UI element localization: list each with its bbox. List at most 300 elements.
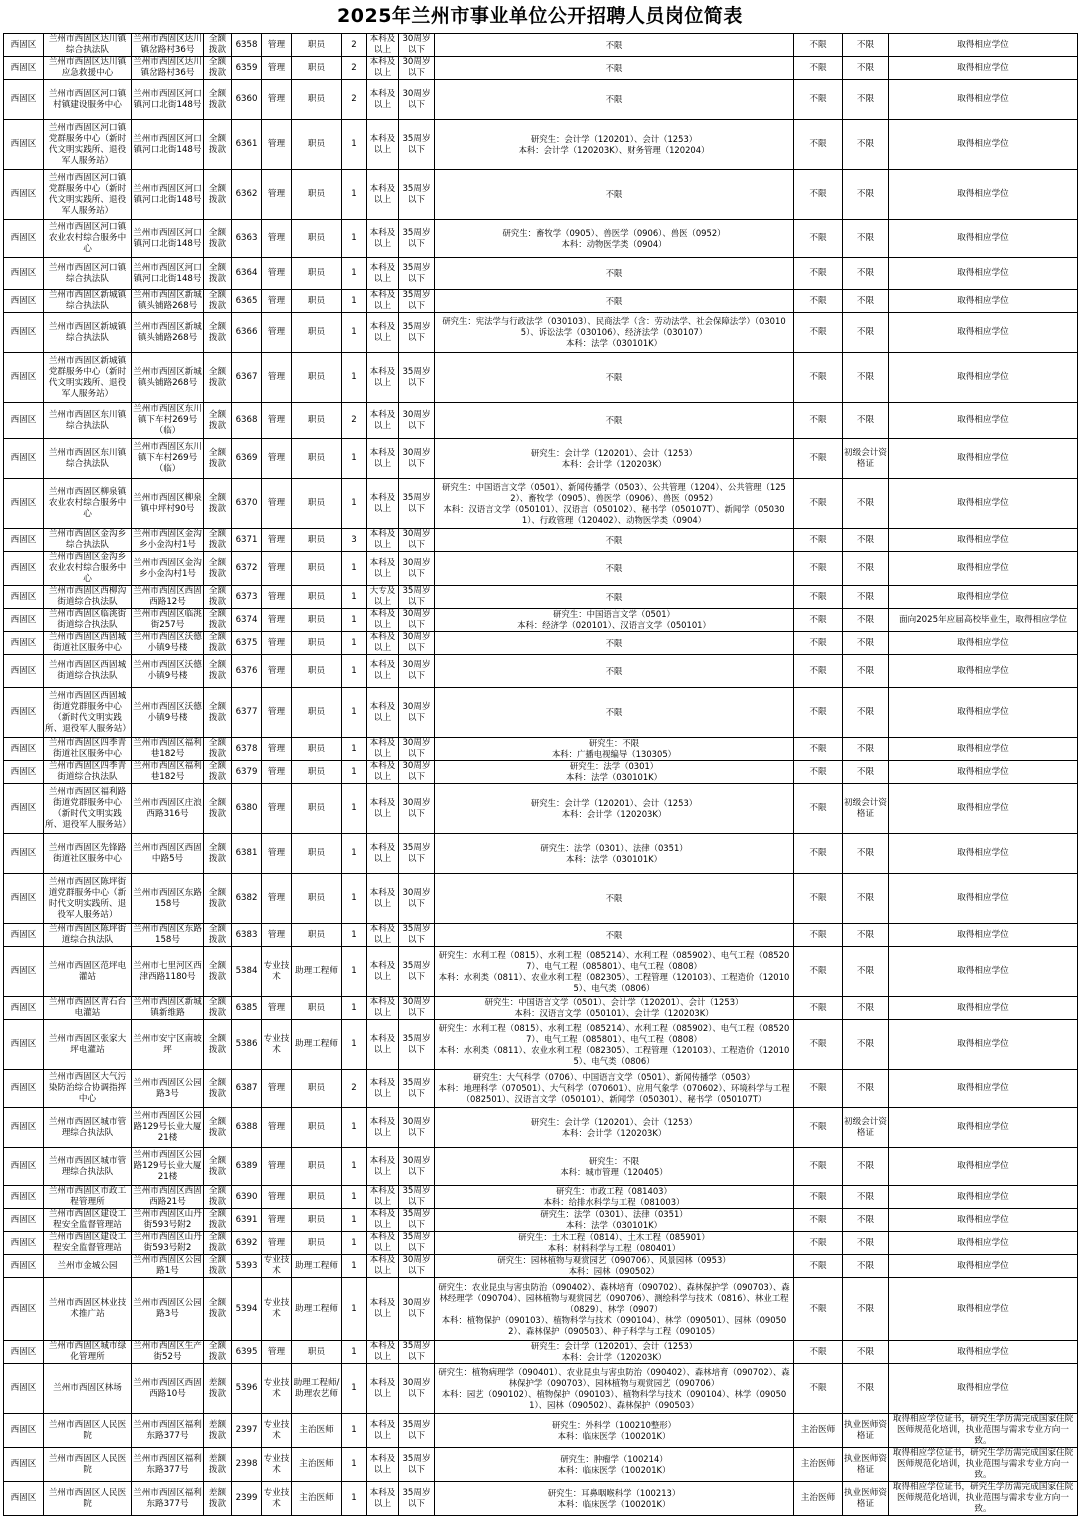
position-code-cell: 6383	[232, 924, 262, 947]
age-cell: 35周岁以下	[399, 313, 435, 353]
remarks-cell: 取得相应学位	[889, 655, 1078, 688]
major-line: 研究生：植物病理学（090401）、农业昆虫与害虫防治（090402）、森林培育（090702）、森林保护学（090703）、园林植物与观赏园艺（090706）	[438, 1366, 790, 1388]
age-cell: 30周岁以下	[399, 997, 435, 1020]
position-level-cell: 助理工程师	[292, 1255, 342, 1278]
count-cell: 1	[342, 632, 367, 655]
position-code-cell: 6373	[232, 586, 262, 609]
position-level-cell: 职员	[292, 439, 342, 479]
major-line: 研究生：不限	[588, 738, 640, 748]
major-cell	[435, 1414, 794, 1448]
education-cell: 本科及以上	[367, 479, 399, 529]
unit-name-cell: 兰州市西固区西柳沟街道综合执法队	[44, 586, 132, 609]
major-cell	[435, 1341, 794, 1364]
district-cell: 西固区	[4, 1070, 44, 1108]
age-cell: 35周岁以下	[399, 353, 435, 403]
education-cell: 本科及以上	[367, 220, 399, 258]
position-code-cell: 2398	[232, 1448, 262, 1482]
unit-name-cell: 兰州市西固区城市管理综合执法队	[44, 1148, 132, 1186]
table-row	[4, 120, 1078, 170]
major-line: 研究生：水利工程（0815）、水利工程（085214）、水利工程（085902）、电气工程（085207）、电气工程（085801）、电气工程（0808）	[438, 949, 790, 971]
major-cell: 不限	[435, 258, 794, 290]
certificate-cell: 不限	[843, 170, 889, 220]
unit-name-cell: 兰州市西固区四季青街道社区服务中心	[44, 738, 132, 761]
major-line: 研究生：农业昆虫与害虫防治（090402）、森林培育（090702）、森林保护学（090703）、森林经理学（090704）、园林植物与观赏园艺（090706）、测绘科学与技术（0816）、林业工程（0829）、林学（0907）	[438, 1281, 790, 1314]
age-cell: 35周岁以下	[399, 1209, 435, 1232]
remarks-cell: 取得相应学位	[889, 784, 1078, 834]
table-row	[4, 924, 1078, 947]
count-cell: 1	[342, 784, 367, 834]
education-cell: 大专及以上	[367, 586, 399, 609]
position-level-cell: 助理工程师	[292, 1278, 342, 1341]
certificate-cell: 不限	[843, 1209, 889, 1232]
education-cell: 本科及以上	[367, 34, 399, 57]
title-cell: 不限	[794, 586, 843, 609]
major-line: 本科：临床医学（100201K）	[557, 1498, 671, 1509]
position-code-cell: 6365	[232, 290, 262, 313]
funding-cell: 全额拨款	[204, 170, 232, 220]
major-line: 本科：会计学（120203K）	[561, 458, 667, 469]
position-level-cell: 职员	[292, 874, 342, 924]
title-cell: 不限	[794, 353, 843, 403]
position-level-cell: 主治医师	[292, 1448, 342, 1482]
position-level-cell: 职员	[292, 170, 342, 220]
district-cell: 西固区	[4, 552, 44, 586]
title-cell: 不限	[794, 874, 843, 924]
age-cell: 30周岁以下	[399, 1364, 435, 1414]
certificate-cell: 不限	[843, 924, 889, 947]
education-cell: 本科及以上	[367, 1020, 399, 1070]
table-row	[4, 1278, 1078, 1341]
age-cell: 30周岁以下	[399, 34, 435, 57]
major-line: 研究生：不限	[588, 1155, 640, 1166]
education-cell: 本科及以上	[367, 1108, 399, 1148]
funding-cell: 全额拨款	[204, 688, 232, 738]
position-code-cell: 6395	[232, 1341, 262, 1364]
major-cell: 不限	[435, 552, 794, 586]
funding-cell: 全额拨款	[204, 439, 232, 479]
major-line: 研究生：市政工程（081403）	[556, 1186, 672, 1196]
certificate-cell: 初级会计资格证	[843, 439, 889, 479]
title-cell: 不限	[794, 220, 843, 258]
major-line: 研究生：中国语言文学（0501）、会计学（120201）、会计（1253）	[484, 997, 744, 1007]
major-cell	[435, 1186, 794, 1209]
position-code-cell: 5393	[232, 1255, 262, 1278]
count-cell: 1	[342, 738, 367, 761]
title-cell: 主治医师	[794, 1482, 843, 1516]
major-line: 研究生：中国语言文学（0501）、新闻传播学（0503）、公共管理（1204）、公共管理（1252）、畜牧学（0905）、兽医学（0906）、兽医（0952）	[442, 481, 786, 503]
title-cell: 不限	[794, 1278, 843, 1341]
major-line: 本科：会计学（120203K）、财务管理（120204）	[518, 144, 710, 155]
funding-cell: 全额拨款	[204, 586, 232, 609]
unit-name-cell: 兰州市西固区河口镇综合执法队	[44, 258, 132, 290]
count-cell: 1	[342, 688, 367, 738]
position-code-cell: 6385	[232, 997, 262, 1020]
major-cell	[435, 1108, 794, 1148]
position-type-cell: 管理	[262, 1070, 292, 1108]
funding-cell: 全额拨款	[204, 874, 232, 924]
count-cell: 1	[342, 120, 367, 170]
unit-name-cell: 兰州市西固区柳泉镇农业农村综合服务中心	[44, 479, 132, 529]
table-row	[4, 1341, 1078, 1364]
position-code-cell: 6363	[232, 220, 262, 258]
position-level-cell: 职员	[292, 552, 342, 586]
address-cell: 兰州市西固区西固西路12号	[133, 586, 202, 607]
address-cell: 兰州市西固区达川镇岔路村36号	[133, 57, 202, 78]
remarks-cell: 取得相应学位	[889, 1232, 1078, 1255]
district-cell: 西固区	[4, 1108, 44, 1148]
position-code-cell: 6367	[232, 353, 262, 403]
major-line: 研究生：法学（0301）、法律（0351）	[540, 842, 688, 853]
count-cell: 1	[342, 479, 367, 529]
major-cell: 不限	[435, 874, 794, 924]
age-cell: 30周岁以下	[399, 761, 435, 784]
title-cell: 不限	[794, 552, 843, 586]
title-cell: 不限	[794, 1364, 843, 1414]
funding-cell: 全额拨款	[204, 655, 232, 688]
major-cell	[435, 1364, 794, 1414]
position-type-cell: 管理	[262, 834, 292, 874]
certificate-cell: 不限	[843, 997, 889, 1020]
title-cell: 不限	[794, 655, 843, 688]
position-level-cell: 职员	[292, 57, 342, 80]
unit-name-cell: 兰州市西固区河口镇党群服务中心（新时代文明实践所、退役军人服务站）	[44, 170, 132, 220]
title-cell: 不限	[794, 170, 843, 220]
table-row	[4, 1448, 1078, 1482]
funding-cell: 差额拨款	[204, 1448, 232, 1482]
remarks-cell: 取得相应学位	[889, 761, 1078, 784]
major-cell	[435, 997, 794, 1020]
education-cell: 本科及以上	[367, 874, 399, 924]
funding-cell: 全额拨款	[204, 632, 232, 655]
district-cell: 西固区	[4, 632, 44, 655]
table-row	[4, 761, 1078, 784]
position-code-cell: 6369	[232, 439, 262, 479]
major-line: 研究生：宪法学与行政法学（030103）、民商法学（含：劳动法学、社会保障法学）（030105）、诉讼法学（030106）、经济法学（030107）	[442, 316, 786, 337]
position-level-cell: 职员	[292, 997, 342, 1020]
age-cell: 35周岁以下	[399, 258, 435, 290]
major-line: 本科：材料科学与工程（080401）	[547, 1243, 681, 1253]
count-cell: 1	[342, 1341, 367, 1364]
unit-name-cell: 兰州市西固区达川镇综合执法队	[44, 34, 132, 57]
unit-name-cell: 兰州市西固区新城镇综合执法队	[44, 290, 132, 313]
age-cell: 35周岁以下	[399, 1070, 435, 1108]
major-cell	[435, 1255, 794, 1278]
education-cell: 本科及以上	[367, 529, 399, 552]
count-cell: 1	[342, 290, 367, 313]
certificate-cell: 不限	[843, 403, 889, 439]
table-row	[4, 609, 1078, 632]
major-line: 本科：汉语言文学（050101）、汉语言（050102）、秘书学（050107T）、新闻学（050301）、行政管理（120402）、动物医学类（0904）	[443, 503, 785, 525]
certificate-cell: 不限	[843, 688, 889, 738]
education-cell: 本科及以上	[367, 1209, 399, 1232]
unit-name-cell: 兰州市西固区河口镇党群服务中心（新时代文明实践所、退役军人服务站）	[44, 120, 132, 170]
remarks-cell: 取得相应学位	[889, 1020, 1078, 1070]
funding-cell: 全额拨款	[204, 1341, 232, 1364]
title-cell: 不限	[794, 34, 843, 57]
position-level-cell: 职员	[292, 738, 342, 761]
age-cell: 35周岁以下	[399, 834, 435, 874]
age-cell: 35周岁以下	[399, 1482, 435, 1516]
address-cell: 兰州市西固区东川镇下车村269号（临）	[132, 439, 204, 479]
district-cell: 西固区	[4, 655, 44, 688]
district-cell: 西固区	[4, 1414, 44, 1448]
education-cell: 本科及以上	[367, 1148, 399, 1186]
funding-cell: 全额拨款	[204, 924, 232, 947]
district-cell: 西固区	[4, 924, 44, 947]
remarks-cell: 取得相应学位	[889, 632, 1078, 655]
funding-cell: 全额拨款	[204, 353, 232, 403]
major-line: 研究生：肿瘤学（100214）	[560, 1453, 668, 1464]
age-cell: 30周岁以下	[399, 57, 435, 80]
table-row	[4, 1482, 1078, 1516]
address-cell: 兰州市西固区生产街52号	[133, 1341, 202, 1362]
funding-cell: 全额拨款	[204, 220, 232, 258]
district-cell: 西固区	[4, 313, 44, 353]
address-cell: 兰州市西固区公园路129号长业大厦21楼	[132, 1108, 204, 1148]
title-cell: 不限	[794, 290, 843, 313]
major-line: 本科：法学（030101K）	[565, 338, 663, 348]
position-level-cell: 助理工程师/助理农艺师	[292, 1364, 342, 1414]
certificate-cell: 不限	[843, 947, 889, 997]
title-cell: 不限	[794, 761, 843, 784]
age-cell: 35周岁以下	[399, 924, 435, 947]
certificate-cell: 执业医师资格证	[843, 1448, 889, 1482]
major-line: 本科：临床医学（100201K）	[557, 1430, 671, 1441]
major-line: 研究生：外科学（100210整形）	[551, 1419, 677, 1430]
table-row	[4, 1232, 1078, 1255]
age-cell: 30周岁以下	[399, 738, 435, 761]
address-cell: 兰州市西固区达川镇岔路村36号	[133, 34, 202, 55]
position-code-cell: 6382	[232, 874, 262, 924]
table-row	[4, 80, 1078, 120]
major-line: 研究生：耳鼻咽喉科学（100213）	[547, 1487, 681, 1498]
major-line: 本科：会计学（120203K）	[561, 1127, 667, 1138]
table-row	[4, 34, 1078, 57]
certificate-cell: 不限	[843, 834, 889, 874]
address-cell: 兰州市西固区沃德小镇9号楼	[132, 655, 204, 688]
count-cell: 1	[342, 1020, 367, 1070]
unit-name-cell: 兰州市西固区新城镇综合执法队	[44, 313, 132, 353]
position-code-cell: 6389	[232, 1148, 262, 1186]
district-cell: 西固区	[4, 834, 44, 874]
certificate-cell: 不限	[843, 632, 889, 655]
title-cell: 不限	[794, 1108, 843, 1148]
education-cell: 本科及以上	[367, 1186, 399, 1209]
table-row	[4, 353, 1078, 403]
certificate-cell: 不限	[843, 1255, 889, 1278]
table-row	[4, 688, 1078, 738]
certificate-cell: 不限	[843, 1278, 889, 1341]
age-cell: 30周岁以下	[399, 632, 435, 655]
position-level-cell: 职员	[292, 1108, 342, 1148]
title-cell: 不限	[794, 1148, 843, 1186]
district-cell: 西固区	[4, 220, 44, 258]
remarks-cell: 取得相应学位证书，研究生学历需完成国家住院医师规范化培训，执业范围与需求专业方向一致。	[889, 1482, 1078, 1516]
major-cell	[435, 220, 794, 258]
age-cell: 30周岁以下	[399, 80, 435, 120]
major-cell: 不限	[435, 655, 794, 688]
table-row	[4, 1255, 1078, 1278]
table-row	[4, 1108, 1078, 1148]
major-cell	[435, 313, 794, 353]
unit-name-cell: 兰州市西固区林业技术推广站	[44, 1278, 132, 1341]
table-row	[4, 874, 1078, 924]
position-type-cell: 管理	[262, 874, 292, 924]
education-cell: 本科及以上	[367, 353, 399, 403]
certificate-cell: 不限	[843, 1020, 889, 1070]
remarks-cell: 取得相应学位证书，研究生学历需完成国家住院医师规范化培训，执业范围与需求专业方向一致。	[889, 1448, 1078, 1482]
position-type-cell: 管理	[262, 479, 292, 529]
age-cell: 35周岁以下	[399, 586, 435, 609]
certificate-cell: 执业医师资格证	[843, 1482, 889, 1516]
age-cell: 30周岁以下	[399, 1108, 435, 1148]
count-cell: 1	[342, 655, 367, 688]
address-cell: 兰州市西固区新城镇新维路	[133, 997, 202, 1018]
position-code-cell: 6387	[232, 1070, 262, 1108]
major-line: 本科：会计学（120203K）	[561, 1352, 667, 1362]
major-cell	[435, 738, 794, 761]
position-code-cell: 5396	[232, 1364, 262, 1414]
title-cell: 不限	[794, 1070, 843, 1108]
table-row	[4, 1364, 1078, 1414]
position-type-cell: 管理	[262, 170, 292, 220]
address-cell: 兰州市西固区福利巷182号	[133, 738, 202, 759]
address-cell: 兰州市西固区新城镇头铺路268号	[133, 290, 202, 311]
title-cell: 不限	[794, 313, 843, 353]
certificate-cell: 不限	[843, 258, 889, 290]
district-cell: 西固区	[4, 874, 44, 924]
position-type-cell: 专业技术	[262, 1482, 292, 1516]
table-row	[4, 655, 1078, 688]
position-type-cell: 管理	[262, 80, 292, 120]
age-cell: 35周岁以下	[399, 479, 435, 529]
address-cell: 兰州市西固区公园路3号	[132, 1070, 204, 1108]
count-cell: 1	[342, 834, 367, 874]
position-type-cell: 专业技术	[262, 1020, 292, 1070]
certificate-cell: 不限	[843, 34, 889, 57]
education-cell: 本科及以上	[367, 1278, 399, 1341]
title-cell: 不限	[794, 947, 843, 997]
position-type-cell: 管理	[262, 552, 292, 586]
district-cell: 西固区	[4, 80, 44, 120]
funding-cell: 全额拨款	[204, 1148, 232, 1186]
remarks-cell: 取得相应学位	[889, 924, 1078, 947]
position-level-cell: 主治医师	[292, 1482, 342, 1516]
position-code-cell: 6364	[232, 258, 262, 290]
unit-name-cell: 兰州市西固区东川镇综合执法队	[44, 439, 132, 479]
unit-name-cell: 兰州市西固区临洮街街道综合执法队	[44, 609, 132, 632]
certificate-cell: 不限	[843, 761, 889, 784]
age-cell: 35周岁以下	[399, 170, 435, 220]
district-cell: 西固区	[4, 1482, 44, 1516]
remarks-cell: 取得相应学位	[889, 403, 1078, 439]
positions-table	[3, 33, 1078, 1516]
major-line: 本科：城市管理（120405）	[560, 1166, 668, 1177]
title-cell: 主治医师	[794, 1448, 843, 1482]
unit-name-cell: 兰州市西固区人民医院	[44, 1448, 132, 1482]
position-code-cell: 6380	[232, 784, 262, 834]
funding-cell: 全额拨款	[204, 1186, 232, 1209]
position-type-cell: 管理	[262, 34, 292, 57]
position-level-cell: 职员	[292, 258, 342, 290]
age-cell: 30周岁以下	[399, 1255, 435, 1278]
district-cell: 西固区	[4, 688, 44, 738]
unit-name-cell: 兰州市西固区建设工程安全监督管理站	[44, 1209, 132, 1232]
unit-name-cell: 兰州市西固区市政工程管理所	[44, 1186, 132, 1209]
position-level-cell: 职员	[292, 586, 342, 609]
position-code-cell: 6371	[232, 529, 262, 552]
major-line: 本科：水利类（0811）、农业水利工程（082305）、工程管理（120103）、工程造价（120105）、电气类（0806）	[438, 1044, 790, 1066]
major-cell	[435, 1209, 794, 1232]
title-cell: 不限	[794, 403, 843, 439]
remarks-cell: 取得相应学位	[889, 997, 1078, 1020]
major-cell: 不限	[435, 170, 794, 220]
certificate-cell: 不限	[843, 1364, 889, 1414]
title-cell: 不限	[794, 1232, 843, 1255]
position-code-cell: 6358	[232, 34, 262, 57]
major-line: 本科：植物保护（090103）、植物科学与技术（090104）、林学（090501）、园林（090502）、森林保护（090503）、种子科学与工程（090105）	[441, 1314, 787, 1336]
position-type-cell: 专业技术	[262, 1278, 292, 1341]
education-cell: 本科及以上	[367, 290, 399, 313]
funding-cell: 全额拨款	[204, 1209, 232, 1232]
count-cell: 1	[342, 1255, 367, 1278]
district-cell: 西固区	[4, 34, 44, 57]
address-cell: 兰州市安宁区南坡坪	[132, 1020, 204, 1070]
funding-cell: 全额拨款	[204, 834, 232, 874]
education-cell: 本科及以上	[367, 170, 399, 220]
position-type-cell: 管理	[262, 120, 292, 170]
remarks-cell: 取得相应学位	[889, 120, 1078, 170]
unit-name-cell: 兰州市西固区新城镇党群服务中心（新时代文明实践所、退役军人服务站）	[44, 353, 132, 403]
table-row	[4, 220, 1078, 258]
table-row	[4, 1414, 1078, 1448]
table-row	[4, 57, 1078, 80]
count-cell: 1	[342, 552, 367, 586]
major-cell: 不限	[435, 290, 794, 313]
position-level-cell: 职员	[292, 761, 342, 784]
address-cell: 兰州市西固区河口镇河口北街148号	[132, 170, 204, 220]
title-cell: 不限	[794, 57, 843, 80]
position-type-cell: 管理	[262, 655, 292, 688]
unit-name-cell: 兰州市西固区金沟乡农业农村综合服务中心	[44, 552, 132, 586]
position-type-cell: 管理	[262, 220, 292, 258]
position-level-cell: 助理工程师	[292, 947, 342, 997]
major-line: 本科：水利类（0811）、农业水利工程（082305）、工程管理（120103）、工程造价（120105）、电气类（0806）	[438, 971, 790, 993]
major-cell: 不限	[435, 34, 794, 57]
major-cell	[435, 439, 794, 479]
certificate-cell: 不限	[843, 655, 889, 688]
funding-cell: 全额拨款	[204, 258, 232, 290]
remarks-cell: 取得相应学位	[889, 1255, 1078, 1278]
count-cell: 1	[342, 874, 367, 924]
major-line: 本科：会计学（120203K）	[561, 808, 667, 819]
position-code-cell: 5384	[232, 947, 262, 997]
funding-cell: 全额拨款	[204, 1020, 232, 1070]
funding-cell: 差额拨款	[204, 1482, 232, 1516]
title-cell: 不限	[794, 738, 843, 761]
age-cell: 30周岁以下	[399, 874, 435, 924]
age-cell: 35周岁以下	[399, 220, 435, 258]
education-cell: 本科及以上	[367, 403, 399, 439]
position-code-cell: 6361	[232, 120, 262, 170]
certificate-cell: 不限	[843, 313, 889, 353]
position-code-cell: 6390	[232, 1186, 262, 1209]
major-cell: 不限	[435, 924, 794, 947]
position-level-cell: 职员	[292, 313, 342, 353]
district-cell: 西固区	[4, 258, 44, 290]
education-cell: 本科及以上	[367, 439, 399, 479]
remarks-cell: 取得相应学位	[889, 220, 1078, 258]
